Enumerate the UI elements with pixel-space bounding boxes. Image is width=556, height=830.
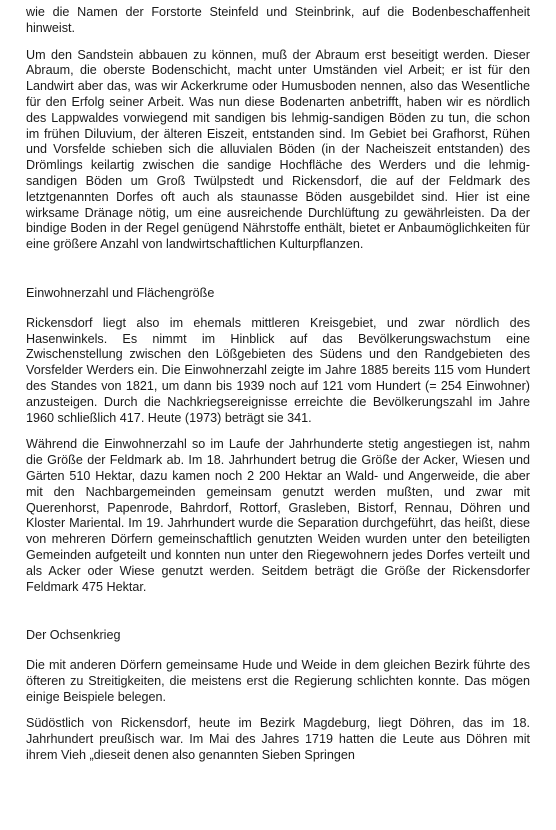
paragraph-sandstein-abraum: Um den Sandstein abbauen zu können, muß der Abraum erst beseitigt werden. Dieser Abraum, die oberste Bodenschicht, macht unter Umständen viel Arbeit; er ist für den Landwirt aber das, was wir Ackerkrume oder Humusboden nennen, also das Wesentliche für den Erfolg seiner Arbeit. Was nun diese Bodenarten anbetrifft, haben wir es nördlich des Lappwaldes vorwiegend mit sandigen bis lehmig-sandigen Böden zu tun, die schon im frühen Diluvium, der älteren Eiszeit, entstanden sind. Im Gebiet bei Grafhorst, Rühen und Vorsfelde schieben sich die alluvialen Böden (in der Nacheiszeit entstanden) des Drömlings keilartig zwischen die sandige Hochfläche des Werders und die lehmig-sandigen Böden um Groß Twülpstedt und Rickensdorf, die auf der Feldmark des letztgenannten Dorfes oft auch als staunasse Böden ausgebildet sind. Hier ist eine wirksame Dränage nötig, um eine ausreichende Durchlüftung zu gewährleisten. Da der bindige Boden in der Regel genügend Nährstoffe enthält, bietet er Anbaumöglichkeiten für eine größere Anzahl von landwirtschaftlichen Kulturpflanzen.: [26, 47, 530, 252]
paragraph-rickensdorf-lage: Rickensdorf liegt also im ehemals mittleren Kreisgebiet, und zwar nördlich des Hasenwinkels. Es nimmt im Hinblick auf das Bevölkerungswachstum eine Zwischenstellung zwischen den Lößgebieten des Südens und den Randgebieten des Vorsfelder Werders ein. Die Einwohnerzahl zeigte im Jahre 1885 bereits 115 vom Hundert des Standes von 1821, um dann bis 1939 noch auf 121 vom Hundert (= 254 Einwohner) anzusteigen. Durch die Nachkriegsereignisse erreichte die Bevölkerungszahl im Jahre 1960 schließlich 417. Heute (1973) beträgt sie 341.: [26, 315, 530, 425]
section-heading-ochsenkrieg: Der Ochsenkrieg: [26, 628, 121, 643]
paragraph-feldmark-groesse: Während die Einwohnerzahl so im Laufe der Jahrhunderte stetig angestiegen ist, nahm die Größe der Feldmark ab. Im 18. Jahrhundert betrug die Größe der Acker, Wiesen und Gärten 510 Hektar, dazu kamen noch 2 200 Hektar an Wald- und Angerweide, die aber mit den Nachbargemeinden gemeinsam genutzt werden mußten, und zwar mit Querenhorst, Papenrode, Bahrdorf, Rottorf, Grasleben, Bistorf, Rennau, Döhren und Kloster Mariental. Im 19. Jahrhundert wurde die Separation durchgeführt, das heißt, diese von mehreren Dörfern gemeinschaftlich genutzten Weiden wurden unter den beteiligten Gemeinden aufgeteilt und konnten nun unter den Riegewohnern jedes Dorfes verteilt und als Acker oder Wiese genutzt werden. Seitdem beträgt die Größe der Rickensdorfer Feldmark 475 Hektar.: [26, 437, 530, 594]
paragraph-hude-weide: Die mit anderen Dörfern gemeinsame Hude und Weide in dem gleichen Bezirk führte des öfteren zu Streitigkeiten, die meistens erst die Regierung schlichten konnte. Das mögen einige Beispiele belegen.: [26, 658, 530, 704]
section-heading-einwohnerzahl: Einwohnerzahl und Flächengröße: [26, 285, 215, 300]
paragraph-doehren: Südöstlich von Rickensdorf, heute im Bezirk Magdeburg, liegt Döhren, das im 18. Jahrhundert preußisch war. Im Mai des Jahres 1719 hatten die Leute aus Döhren mit ihrem Vieh „dieseit denen also genannten Sieben Springen: [26, 716, 530, 763]
paragraph-bodenbeschaffenheit-end: wie die Namen der Forstorte Steinfeld und Steinbrink, auf die Bodenbeschaffenheit hinweist.: [26, 5, 530, 35]
